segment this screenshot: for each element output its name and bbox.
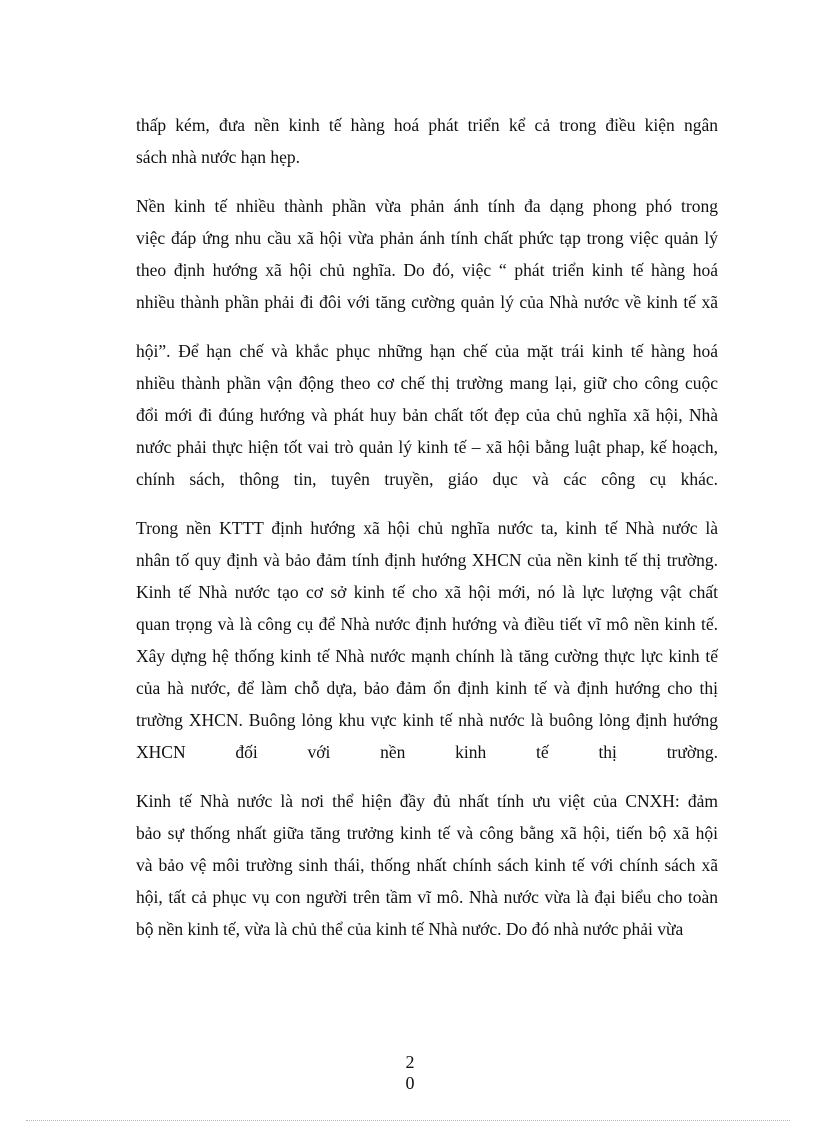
page-number xyxy=(400,1052,420,1094)
text-line: bộ nền kinh tế, vừa là chủ thể của kinh tế Nhà nước. Do đó nhà nước phải vừa xyxy=(136,919,684,939)
text-line: sách nhà nước hạn hẹp. xyxy=(136,147,301,167)
text-line: nước phải thực hiện tốt vai trò quản lý kinh tế – xã hội bằng luật phap, kế hoạch, xyxy=(136,437,718,457)
page-number-digit: 2 xyxy=(405,1052,415,1072)
text-line: Xây dựng hệ thống kinh tế Nhà nước mạnh chính là tăng cường thực lực kinh tế xyxy=(136,646,718,666)
text-line: việc đáp ứng nhu cầu xã hội vừa phản ánh tính chất phức tạp trong việc quản lý xyxy=(136,228,718,248)
text-line: quan trọng và là công cụ để Nhà nước định hướng và điều tiết vĩ mô nền kinh tế. xyxy=(136,614,718,634)
text-line: đổi mới đi đúng hướng và phát huy bản chất tốt đẹp của chủ nghĩa xã hội, Nhà xyxy=(136,405,718,425)
page-bottom-border xyxy=(26,1120,790,1121)
text-line: chính sách, thông tin, tuyên truyền, giáo dục và các công cụ khác. xyxy=(136,469,718,489)
text-line: hội, tất cả phục vụ con người trên tầm vĩ mô. Nhà nước vừa là đại biểu cho toàn xyxy=(136,887,718,907)
text-line: và bảo vệ môi trường sinh thái, thống nhất chính sách kinh tế với chính sách xã xyxy=(136,855,718,875)
text-line: nhiều thành phần vận động theo cơ chế thị trường mang lại, giữ cho công cuộc xyxy=(136,373,718,393)
text-line: Nền kinh tế nhiều thành phần vừa phản ánh tính đa dạng phong phó trong xyxy=(136,196,718,216)
text-line: XHCN đối với nền kinh tế thị trường. xyxy=(136,742,718,762)
text-line: nhân tố quy định và bảo đảm tính định hướng XHCN của nền kinh tế thị trường. xyxy=(136,550,718,570)
text-line: Kinh tế Nhà nước tạo cơ sở kinh tế cho xã hội mới, nó là lực lượng vật chất xyxy=(136,582,718,602)
text-line: Kinh tế Nhà nước là nơi thể hiện đầy đủ nhất tính ưu việt của CNXH: đảm xyxy=(136,791,718,811)
text-line: bảo sự thống nhất giữa tăng trưởng kinh tế và công bằng xã hội, tiến bộ xã hội xyxy=(136,823,718,843)
text-line: của hà nước, để làm chỗ dựa, bảo đảm ổn định kinh tế và định hướng cho thị xyxy=(136,678,718,698)
text-line: Trong nền KTTT định hướng xã hội chủ nghĩa nước ta, kinh tế Nhà nước là xyxy=(136,518,718,538)
text-line: trường XHCN. Buông lỏng khu vực kinh tế nhà nước là buông lỏng định hướng xyxy=(136,710,718,730)
page-number-digit: 0 xyxy=(405,1073,415,1093)
text-line: nhiều thành phần phải đi đôi với tăng cường quản lý của Nhà nước về kinh tế xã xyxy=(136,292,718,312)
text-line: theo định hướng xã hội chủ nghĩa. Do đó, việc “ phát triển kinh tế hàng hoá xyxy=(136,260,718,280)
text-line: thấp kém, đưa nền kinh tế hàng hoá phát triển kể cả trong điều kiện ngân xyxy=(136,115,718,135)
text-line: hội”. Để hạn chế và khắc phục những hạn chế của mặt trái kinh tế hàng hoá xyxy=(136,341,718,361)
